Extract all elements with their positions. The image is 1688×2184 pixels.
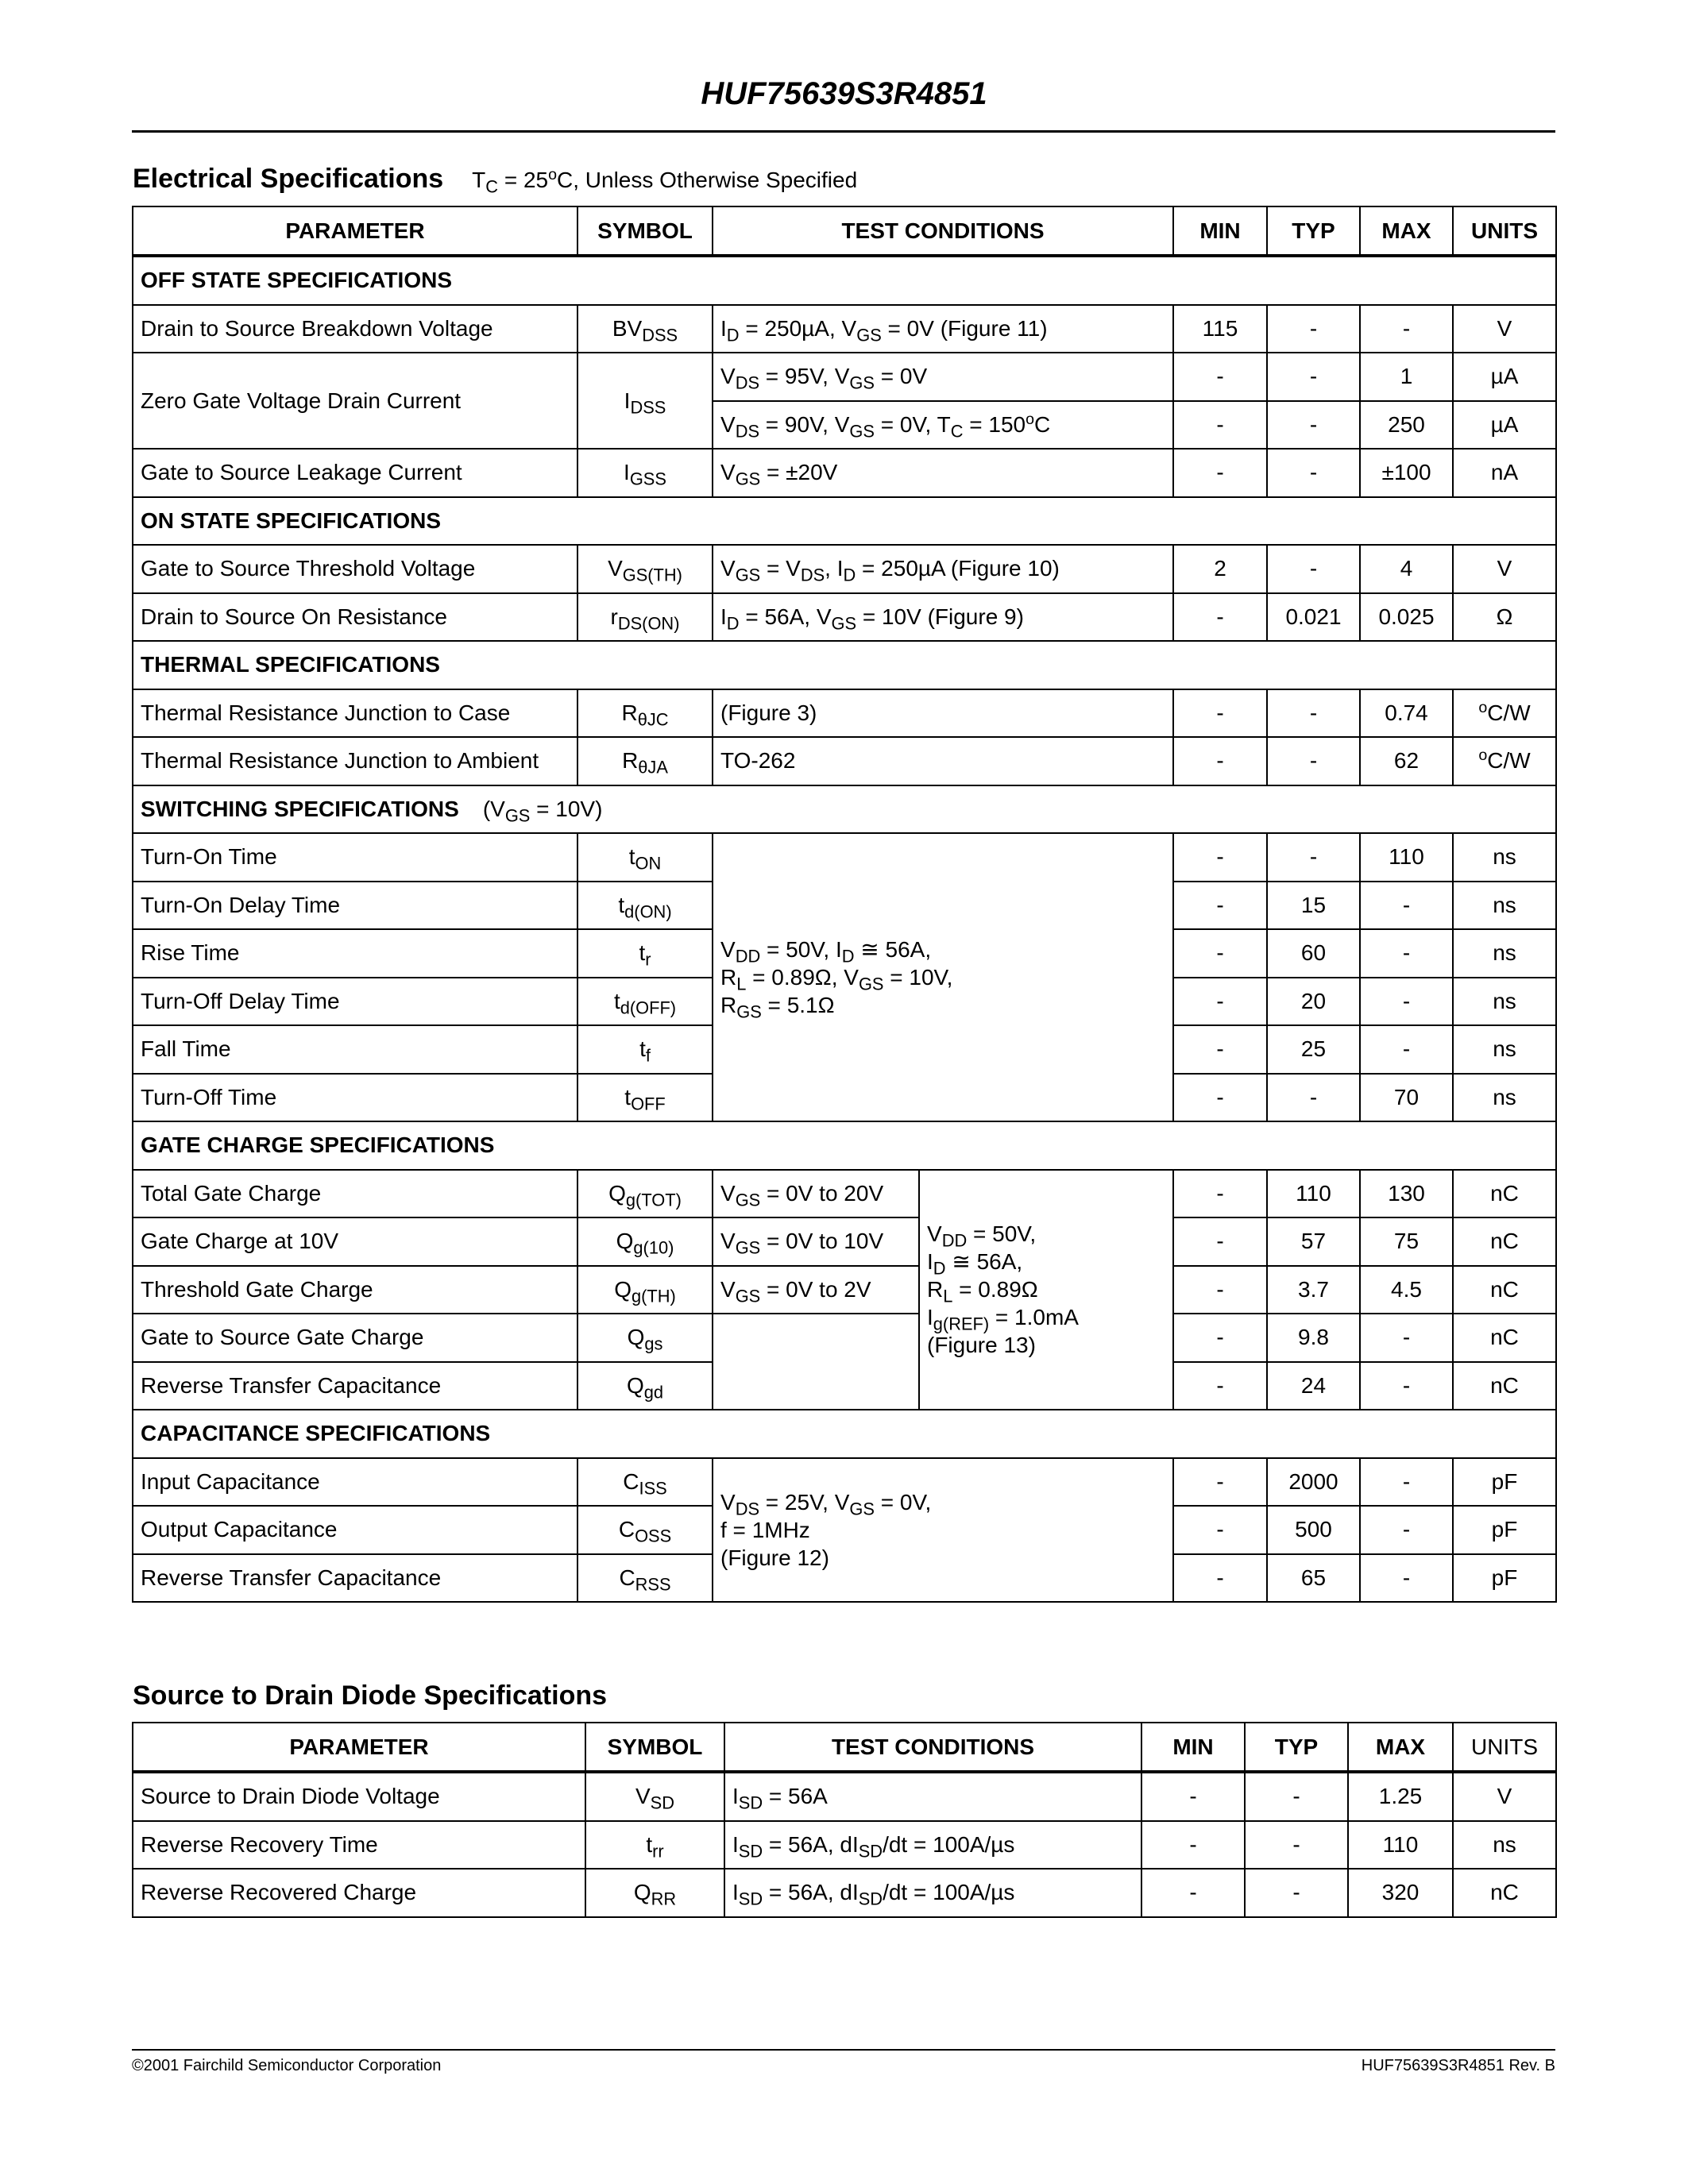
typ-cell: 25 bbox=[1267, 1025, 1360, 1074]
min-cell: - bbox=[1173, 1266, 1267, 1314]
typ-cell: 65 bbox=[1267, 1554, 1360, 1603]
max-cell: 4 bbox=[1360, 545, 1453, 593]
table-row bbox=[133, 305, 1556, 353]
param-cell: Thermal Resistance Junction to Ambient bbox=[133, 737, 577, 785]
param-cell: Turn-On Delay Time bbox=[133, 882, 577, 930]
test-condition-cell: $V_{GS} = \pm 20V$ bbox=[713, 449, 1173, 497]
unit-cell: ns bbox=[1453, 1025, 1556, 1074]
min-cell: - bbox=[1173, 737, 1267, 785]
electrical-specs-table bbox=[132, 206, 1557, 1603]
param-cell: Reverse Transfer Capacitance bbox=[133, 1554, 577, 1603]
test-condition-cell: $I_D = 56A$, $V_{GS} = 10V$ (Figure 9) bbox=[713, 593, 1173, 642]
min-cell: - bbox=[1173, 1362, 1267, 1410]
table-header-row bbox=[133, 206, 1556, 256]
electrical-specs-condition: $T_C = 25^oC$, Unless Otherwise Specified bbox=[472, 166, 858, 197]
col-header-max: MAX bbox=[1360, 206, 1453, 256]
unit-cell: $^o$C/W bbox=[1453, 737, 1556, 785]
section-row bbox=[133, 785, 1556, 834]
symbol-cell: $t_{d(ON)}$ bbox=[577, 882, 713, 930]
table-row bbox=[133, 1821, 1556, 1870]
min-cell: - bbox=[1173, 1458, 1267, 1507]
switching-test-conditions bbox=[713, 833, 1173, 1121]
min-cell: - bbox=[1173, 449, 1267, 497]
section-off-state: OFF STATE SPECIFICATIONS bbox=[133, 256, 1556, 305]
min-cell: - bbox=[1173, 1314, 1267, 1362]
test-condition-cell: $V_{GS} = V_{DS}$, $I_D = 250\mu A$ (Figure 10) bbox=[713, 545, 1173, 593]
condition-line: f = 1MHz bbox=[720, 1517, 810, 1542]
unit-cell: pF bbox=[1453, 1506, 1556, 1554]
table-row bbox=[133, 1869, 1556, 1917]
typ-cell: 60 bbox=[1267, 929, 1360, 978]
col-header-parameter: PARAMETER bbox=[133, 1723, 585, 1772]
param-cell: Fall Time bbox=[133, 1025, 577, 1074]
max-cell: - bbox=[1360, 1314, 1453, 1362]
typ-cell: 0.021 bbox=[1267, 593, 1360, 642]
footer-revision: HUF75639S3R4851 Rev. B bbox=[1361, 2057, 1555, 2074]
typ-cell: - bbox=[1267, 545, 1360, 593]
min-cell: - bbox=[1173, 929, 1267, 978]
test-condition-cell: $I_{SD} = 56A$ bbox=[724, 1772, 1141, 1821]
symbol-cell: $t_f$ bbox=[577, 1025, 713, 1074]
unit-cell: pF bbox=[1453, 1554, 1556, 1603]
electrical-specs-title: Electrical Specifications bbox=[133, 164, 444, 194]
max-cell: 62 bbox=[1360, 737, 1453, 785]
symbol-cell: $Q_{g(TOT)}$ bbox=[577, 1170, 713, 1218]
unit-cell: ns bbox=[1453, 1821, 1556, 1870]
min-cell: - bbox=[1173, 1025, 1267, 1074]
param-cell: Reverse Recovery Time bbox=[133, 1821, 585, 1870]
typ-cell: 24 bbox=[1267, 1362, 1360, 1410]
min-cell: - bbox=[1173, 1217, 1267, 1266]
header-rule bbox=[132, 130, 1555, 133]
section-row bbox=[133, 641, 1556, 689]
max-cell: 130 bbox=[1360, 1170, 1453, 1218]
typ-cell: - bbox=[1245, 1772, 1348, 1821]
col-header-min: MIN bbox=[1141, 1723, 1245, 1772]
typ-cell: - bbox=[1267, 305, 1360, 353]
param-cell: Rise Time bbox=[133, 929, 577, 978]
min-cell: - bbox=[1173, 689, 1267, 738]
section-switching-condition: $(V_{GS} = 10V)$ bbox=[482, 796, 603, 826]
symbol-cell: $r_{DS(ON)}$ bbox=[577, 593, 713, 642]
table-row bbox=[133, 593, 1556, 642]
test-condition-cell: (Figure 3) bbox=[713, 689, 1173, 738]
table-row bbox=[133, 1458, 1556, 1507]
condition-line: $R_L = 0.89\Omega$, $V_{GS} = 10V$, bbox=[720, 965, 953, 994]
section-on-state: ON STATE SPECIFICATIONS bbox=[133, 497, 1556, 546]
unit-cell: ns bbox=[1453, 1074, 1556, 1122]
table-row bbox=[133, 1170, 1556, 1218]
max-cell: 1.25 bbox=[1348, 1772, 1453, 1821]
col-header-max: MAX bbox=[1348, 1723, 1453, 1772]
unit-cell: V bbox=[1453, 545, 1556, 593]
typ-cell: 57 bbox=[1267, 1217, 1360, 1266]
max-cell: ±100 bbox=[1360, 449, 1453, 497]
table-row bbox=[133, 689, 1556, 738]
condition-line: $R_{GS} = 5.1\Omega$ bbox=[720, 993, 835, 1022]
unit-cell: ns bbox=[1453, 929, 1556, 978]
max-cell: - bbox=[1360, 929, 1453, 978]
typ-cell: - bbox=[1267, 353, 1360, 401]
unit-cell: nA bbox=[1453, 449, 1556, 497]
table-row bbox=[133, 833, 1556, 882]
test-condition-cell: TO-262 bbox=[713, 737, 1173, 785]
max-cell: 0.74 bbox=[1360, 689, 1453, 738]
test-condition-cell: $V_{DS} = 90V$, $V_{GS} = 0V$, $T_C = 150^oC$ bbox=[713, 401, 1173, 450]
electrical-specs-heading bbox=[133, 164, 857, 195]
min-cell: - bbox=[1173, 353, 1267, 401]
typ-cell: 15 bbox=[1267, 882, 1360, 930]
capacitance-test-conditions bbox=[713, 1458, 1173, 1603]
symbol-cell: $Q_{g(TH)}$ bbox=[577, 1266, 713, 1314]
table-row bbox=[133, 449, 1556, 497]
symbol-cell: $R_{\theta JA}$ bbox=[577, 737, 713, 785]
unit-cell: nC bbox=[1453, 1266, 1556, 1314]
min-cell: - bbox=[1141, 1821, 1245, 1870]
symbol-cell: $t_{ON}$ bbox=[577, 833, 713, 882]
max-cell: - bbox=[1360, 978, 1453, 1026]
min-cell: - bbox=[1173, 833, 1267, 882]
test-condition-cell: $V_{GS} = 0V$ to 2V bbox=[713, 1266, 919, 1314]
symbol-cell: $t_r$ bbox=[577, 929, 713, 978]
diode-specs-table bbox=[132, 1722, 1557, 1918]
typ-cell: - bbox=[1245, 1869, 1348, 1917]
param-cell: Threshold Gate Charge bbox=[133, 1266, 577, 1314]
max-cell: 75 bbox=[1360, 1217, 1453, 1266]
min-cell: - bbox=[1173, 593, 1267, 642]
symbol-cell: $BV_{DSS}$ bbox=[577, 305, 713, 353]
section-row bbox=[133, 1121, 1556, 1170]
condition-line: $V_{DD} = 50V$, bbox=[927, 1221, 1037, 1251]
test-condition-cell: $V_{GS} = 0V$ to 10V bbox=[713, 1217, 919, 1266]
condition-line: $I_{g(REF)} = 1.0mA$ bbox=[927, 1305, 1079, 1334]
param-cell: Gate Charge at 10V bbox=[133, 1217, 577, 1266]
symbol-cell: $t_{d(OFF)}$ bbox=[577, 978, 713, 1026]
symbol-cell: $I_{GSS}$ bbox=[577, 449, 713, 497]
min-cell: 2 bbox=[1173, 545, 1267, 593]
unit-cell: nC bbox=[1453, 1869, 1556, 1917]
col-header-parameter: PARAMETER bbox=[133, 206, 577, 256]
max-cell: 4.5 bbox=[1360, 1266, 1453, 1314]
symbol-cell: $Q_{RR}$ bbox=[585, 1869, 724, 1917]
max-cell: - bbox=[1360, 1554, 1453, 1603]
typ-cell: 20 bbox=[1267, 978, 1360, 1026]
param-cell: Drain to Source Breakdown Voltage bbox=[133, 305, 577, 353]
unit-cell: pF bbox=[1453, 1458, 1556, 1507]
max-cell: - bbox=[1360, 1362, 1453, 1410]
test-condition-cell: $I_{SD} = 56A$, $dI_{SD}/dt = 100A/\mu s$ bbox=[724, 1821, 1141, 1870]
typ-cell: - bbox=[1267, 833, 1360, 882]
table-row bbox=[133, 1314, 1556, 1362]
symbol-cell: $Q_{gd}$ bbox=[577, 1362, 713, 1410]
min-cell: - bbox=[1173, 401, 1267, 450]
table-row bbox=[133, 1266, 1556, 1314]
unit-cell: V bbox=[1453, 305, 1556, 353]
col-header-symbol: SYMBOL bbox=[585, 1723, 724, 1772]
min-cell: - bbox=[1173, 978, 1267, 1026]
min-cell: - bbox=[1173, 1170, 1267, 1218]
symbol-cell: $t_{rr}$ bbox=[585, 1821, 724, 1870]
typ-cell: - bbox=[1267, 737, 1360, 785]
table-row bbox=[133, 1217, 1556, 1266]
min-cell: - bbox=[1141, 1772, 1245, 1821]
unit-cell: µA bbox=[1453, 353, 1556, 401]
unit-cell: ns bbox=[1453, 978, 1556, 1026]
typ-cell: - bbox=[1267, 689, 1360, 738]
symbol-cell: $C_{ISS}$ bbox=[577, 1458, 713, 1507]
min-cell: - bbox=[1173, 1554, 1267, 1603]
param-cell: Turn-Off Delay Time bbox=[133, 978, 577, 1026]
typ-cell: - bbox=[1267, 449, 1360, 497]
col-header-test-conditions: TEST CONDITIONS bbox=[724, 1723, 1141, 1772]
test-condition-cell: $I_D = 250\mu A$, $V_{GS} = 0V$ (Figure 11) bbox=[713, 305, 1173, 353]
param-cell: Thermal Resistance Junction to Case bbox=[133, 689, 577, 738]
section-switching bbox=[133, 785, 1556, 834]
unit-cell: nC bbox=[1453, 1362, 1556, 1410]
unit-cell: V bbox=[1453, 1772, 1556, 1821]
unit-cell: nC bbox=[1453, 1314, 1556, 1362]
condition-line: $I_D$ ≅ 56A, bbox=[927, 1249, 1023, 1279]
section-gate-charge: GATE CHARGE SPECIFICATIONS bbox=[133, 1121, 1556, 1170]
typ-cell: - bbox=[1267, 1074, 1360, 1122]
unit-cell: ns bbox=[1453, 833, 1556, 882]
section-thermal: THERMAL SPECIFICATIONS bbox=[133, 641, 1556, 689]
param-cell: Input Capacitance bbox=[133, 1458, 577, 1507]
symbol-cell: $I_{DSS}$ bbox=[577, 353, 713, 449]
param-cell: Turn-On Time bbox=[133, 833, 577, 882]
table-row bbox=[133, 1772, 1556, 1821]
typ-cell: 2000 bbox=[1267, 1458, 1360, 1507]
max-cell: - bbox=[1360, 882, 1453, 930]
typ-cell: - bbox=[1245, 1821, 1348, 1870]
col-header-test-conditions: TEST CONDITIONS bbox=[713, 206, 1173, 256]
param-cell: Gate to Source Leakage Current bbox=[133, 449, 577, 497]
param-cell: Source to Drain Diode Voltage bbox=[133, 1772, 585, 1821]
typ-cell: 9.8 bbox=[1267, 1314, 1360, 1362]
symbol-cell: $Q_{g(10)}$ bbox=[577, 1217, 713, 1266]
empty-condition-cell bbox=[713, 1314, 919, 1410]
table-row bbox=[133, 545, 1556, 593]
max-cell: 320 bbox=[1348, 1869, 1453, 1917]
symbol-cell: $Q_{gs}$ bbox=[577, 1314, 713, 1362]
symbol-cell: $R_{\theta JC}$ bbox=[577, 689, 713, 738]
table-row bbox=[133, 737, 1556, 785]
section-row bbox=[133, 1410, 1556, 1458]
max-cell: 110 bbox=[1360, 833, 1453, 882]
typ-cell: 3.7 bbox=[1267, 1266, 1360, 1314]
param-cell: Reverse Recovered Charge bbox=[133, 1869, 585, 1917]
symbol-cell: $V_{SD}$ bbox=[585, 1772, 724, 1821]
col-header-units: UNITS bbox=[1453, 206, 1556, 256]
condition-line: $V_{DS} = 25V$, $V_{GS} = 0V$, bbox=[720, 1489, 932, 1519]
min-cell: 115 bbox=[1173, 305, 1267, 353]
table-header-row bbox=[133, 1723, 1556, 1772]
test-condition-cell: $V_{GS} = 0V$ to 20V bbox=[713, 1170, 919, 1218]
max-cell: 1 bbox=[1360, 353, 1453, 401]
unit-cell: $^o$C/W bbox=[1453, 689, 1556, 738]
gate-charge-common-conditions bbox=[919, 1170, 1173, 1410]
min-cell: - bbox=[1173, 1506, 1267, 1554]
col-header-units: UNITS bbox=[1453, 1723, 1556, 1772]
symbol-cell: $C_{RSS}$ bbox=[577, 1554, 713, 1603]
col-header-typ: TYP bbox=[1267, 206, 1360, 256]
diode-specs-title: Source to Drain Diode Specifications bbox=[133, 1680, 608, 1711]
max-cell: 250 bbox=[1360, 401, 1453, 450]
col-header-min: MIN bbox=[1173, 206, 1267, 256]
condition-line: $V_{DD} = 50V$, $I_D$ ≅ 56A, bbox=[720, 937, 932, 967]
section-row bbox=[133, 497, 1556, 546]
condition-line: $R_L = 0.89\Omega$ bbox=[927, 1277, 1038, 1306]
max-cell: 0.025 bbox=[1360, 593, 1453, 642]
param-cell: Gate to Source Gate Charge bbox=[133, 1314, 577, 1362]
typ-cell: 110 bbox=[1267, 1170, 1360, 1218]
max-cell: - bbox=[1360, 1506, 1453, 1554]
param-cell: Turn-Off Time bbox=[133, 1074, 577, 1122]
max-cell: - bbox=[1360, 1458, 1453, 1507]
min-cell: - bbox=[1173, 1074, 1267, 1122]
typ-cell: 500 bbox=[1267, 1506, 1360, 1554]
col-header-symbol: SYMBOL bbox=[577, 206, 713, 256]
param-cell: Gate to Source Threshold Voltage bbox=[133, 545, 577, 593]
unit-cell: µA bbox=[1453, 401, 1556, 450]
section-capacitance: CAPACITANCE SPECIFICATIONS bbox=[133, 1410, 1556, 1458]
max-cell: - bbox=[1360, 1025, 1453, 1074]
typ-cell: - bbox=[1267, 401, 1360, 450]
symbol-cell: $C_{OSS}$ bbox=[577, 1506, 713, 1554]
unit-cell: nC bbox=[1453, 1170, 1556, 1218]
page-title: HUF75639S3R4851 bbox=[701, 76, 987, 111]
min-cell: - bbox=[1141, 1869, 1245, 1917]
unit-cell: nC bbox=[1453, 1217, 1556, 1266]
param-cell: Zero Gate Voltage Drain Current bbox=[133, 353, 577, 449]
section-switching-title: SWITCHING SPECIFICATIONS bbox=[141, 796, 459, 821]
test-condition-cell: $I_{SD} = 56A$, $dI_{SD}/dt = 100A/\mu s$ bbox=[724, 1869, 1141, 1917]
max-cell: 110 bbox=[1348, 1821, 1453, 1870]
param-cell: Drain to Source On Resistance bbox=[133, 593, 577, 642]
min-cell: - bbox=[1173, 882, 1267, 930]
symbol-cell: $t_{OFF}$ bbox=[577, 1074, 713, 1122]
param-cell: Output Capacitance bbox=[133, 1506, 577, 1554]
max-cell: - bbox=[1360, 305, 1453, 353]
max-cell: 70 bbox=[1360, 1074, 1453, 1122]
param-cell: Total Gate Charge bbox=[133, 1170, 577, 1218]
col-header-typ: TYP bbox=[1245, 1723, 1348, 1772]
test-condition-cell: $V_{DS} = 95V$, $V_{GS} = 0V$ bbox=[713, 353, 1173, 401]
footer-copyright: ©2001 Fairchild Semiconductor Corporation bbox=[132, 2057, 442, 2074]
param-cell: Reverse Transfer Capacitance bbox=[133, 1362, 577, 1410]
section-row bbox=[133, 256, 1556, 305]
table-row bbox=[133, 353, 1556, 401]
condition-line: (Figure 13) bbox=[927, 1333, 1036, 1358]
symbol-cell: $V_{GS(TH)}$ bbox=[577, 545, 713, 593]
footer-rule bbox=[132, 2049, 1555, 2051]
unit-cell: ns bbox=[1453, 882, 1556, 930]
condition-line: (Figure 12) bbox=[720, 1545, 829, 1570]
unit-cell: Ω bbox=[1453, 593, 1556, 642]
